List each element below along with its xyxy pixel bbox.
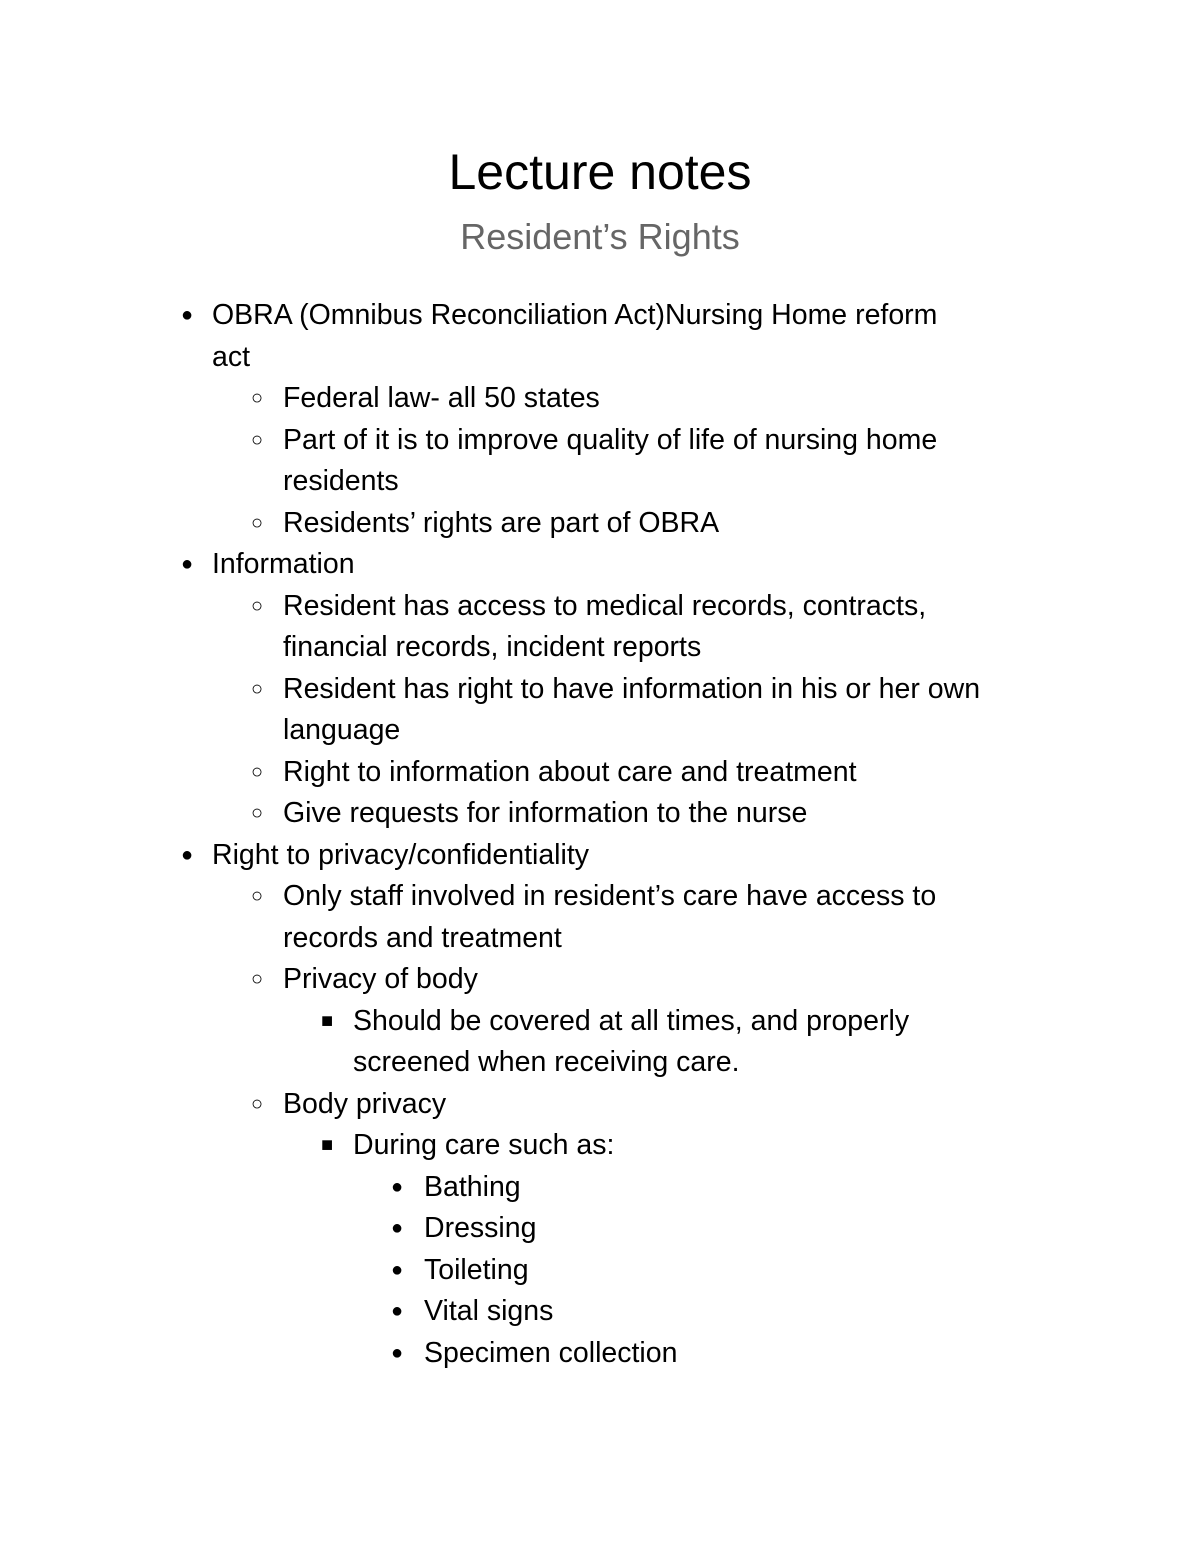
- list-item: [0, 1167, 1200, 1209]
- bullet-icon: ●: [390, 1175, 404, 1198]
- list-item: [0, 876, 1200, 918]
- list-item-text: Part of it is to improve quality of life of nursing home: [283, 423, 938, 456]
- list-item-text: Toileting: [424, 1253, 529, 1286]
- list-item: [0, 420, 1200, 462]
- hollow-bullet-icon: ○: [250, 968, 264, 990]
- list-item: [0, 1001, 1200, 1043]
- list-item-continuation: [0, 918, 1200, 960]
- notes-list: [0, 295, 1200, 1374]
- list-item-continuation: [0, 627, 1200, 669]
- list-item: [0, 959, 1200, 1001]
- list-item: [0, 1125, 1200, 1167]
- hollow-bullet-icon: ○: [250, 677, 264, 700]
- list-item: [0, 1250, 1200, 1292]
- list-item: [0, 793, 1200, 835]
- list-item-text: Dressing: [424, 1212, 537, 1244]
- hollow-bullet-icon: ○: [250, 802, 264, 824]
- list-item: [0, 586, 1200, 628]
- page-subtitle: Resident’s Rights: [460, 216, 740, 257]
- bullet-icon: ●: [180, 304, 194, 326]
- list-item: [0, 669, 1200, 711]
- bullet-icon: ●: [390, 1300, 404, 1322]
- list-item-text: Should be covered at all times, and properly: [353, 1004, 910, 1037]
- list-item-text: Specimen collection: [424, 1336, 678, 1369]
- list-item: [0, 752, 1200, 794]
- list-item-text: Vital signs: [424, 1295, 554, 1327]
- list-item: [0, 1208, 1200, 1250]
- list-item-text: During care such as:: [353, 1129, 615, 1161]
- list-item: [0, 835, 1200, 877]
- list-item-text: Right to privacy/confidentiality: [212, 838, 590, 871]
- list-item: [0, 295, 1200, 337]
- list-item: [0, 1333, 1200, 1375]
- list-item-text: Residents’ rights are part of OBRA: [283, 506, 720, 539]
- bullet-icon: ●: [180, 553, 194, 575]
- list-item-text: Privacy of body: [283, 963, 478, 995]
- list-item-text: Body privacy: [283, 1087, 447, 1120]
- list-item-text: Bathing: [424, 1170, 521, 1203]
- square-bullet-icon: ■: [320, 1009, 334, 1032]
- list-item-text: Give requests for information to the nurse: [283, 797, 808, 829]
- list-item-text: Resident has right to have information in his or her own: [283, 672, 981, 705]
- list-item-continuation: [0, 1042, 1200, 1084]
- list-item: [0, 378, 1200, 420]
- list-item-text: Information: [212, 548, 355, 580]
- bullet-icon: ●: [390, 1341, 404, 1364]
- list-item-text: language: [283, 714, 401, 746]
- list-item: [0, 544, 1200, 586]
- square-bullet-icon: ■: [320, 1134, 334, 1156]
- bullet-icon: ●: [390, 1217, 404, 1239]
- list-item-continuation: [0, 710, 1200, 752]
- list-item-text: Right to information about care and treatment: [283, 755, 857, 788]
- list-item-text: Resident has access to medical records, contracts,: [283, 589, 927, 622]
- page-title: Lecture notes: [448, 144, 752, 200]
- list-item-text: act: [212, 340, 251, 373]
- hollow-bullet-icon: ○: [250, 594, 264, 617]
- list-item: [0, 503, 1200, 545]
- hollow-bullet-icon: ○: [250, 511, 264, 534]
- list-item-text: records and treatment: [283, 921, 562, 954]
- list-item-text: residents: [283, 465, 399, 497]
- list-item-continuation: [0, 337, 1200, 379]
- list-item: [0, 1291, 1200, 1333]
- hollow-bullet-icon: ○: [250, 885, 264, 907]
- hollow-bullet-icon: ○: [250, 1092, 264, 1115]
- bullet-icon: ●: [180, 843, 194, 866]
- hollow-bullet-icon: ○: [250, 387, 264, 409]
- list-item-text: screened when receiving care.: [353, 1046, 740, 1078]
- list-item-text: Federal law- all 50 states: [283, 382, 600, 414]
- list-item-text: Only staff involved in resident’s care have access to: [283, 880, 937, 912]
- hollow-bullet-icon: ○: [250, 760, 264, 783]
- bullet-icon: ●: [390, 1258, 404, 1281]
- list-item-continuation: [0, 461, 1200, 503]
- list-item-text: OBRA (Omnibus Reconciliation Act)Nursing Home reform: [212, 299, 938, 331]
- hollow-bullet-icon: ○: [250, 428, 264, 451]
- list-item: [0, 1084, 1200, 1126]
- list-item-text: financial records, incident reports: [283, 631, 702, 663]
